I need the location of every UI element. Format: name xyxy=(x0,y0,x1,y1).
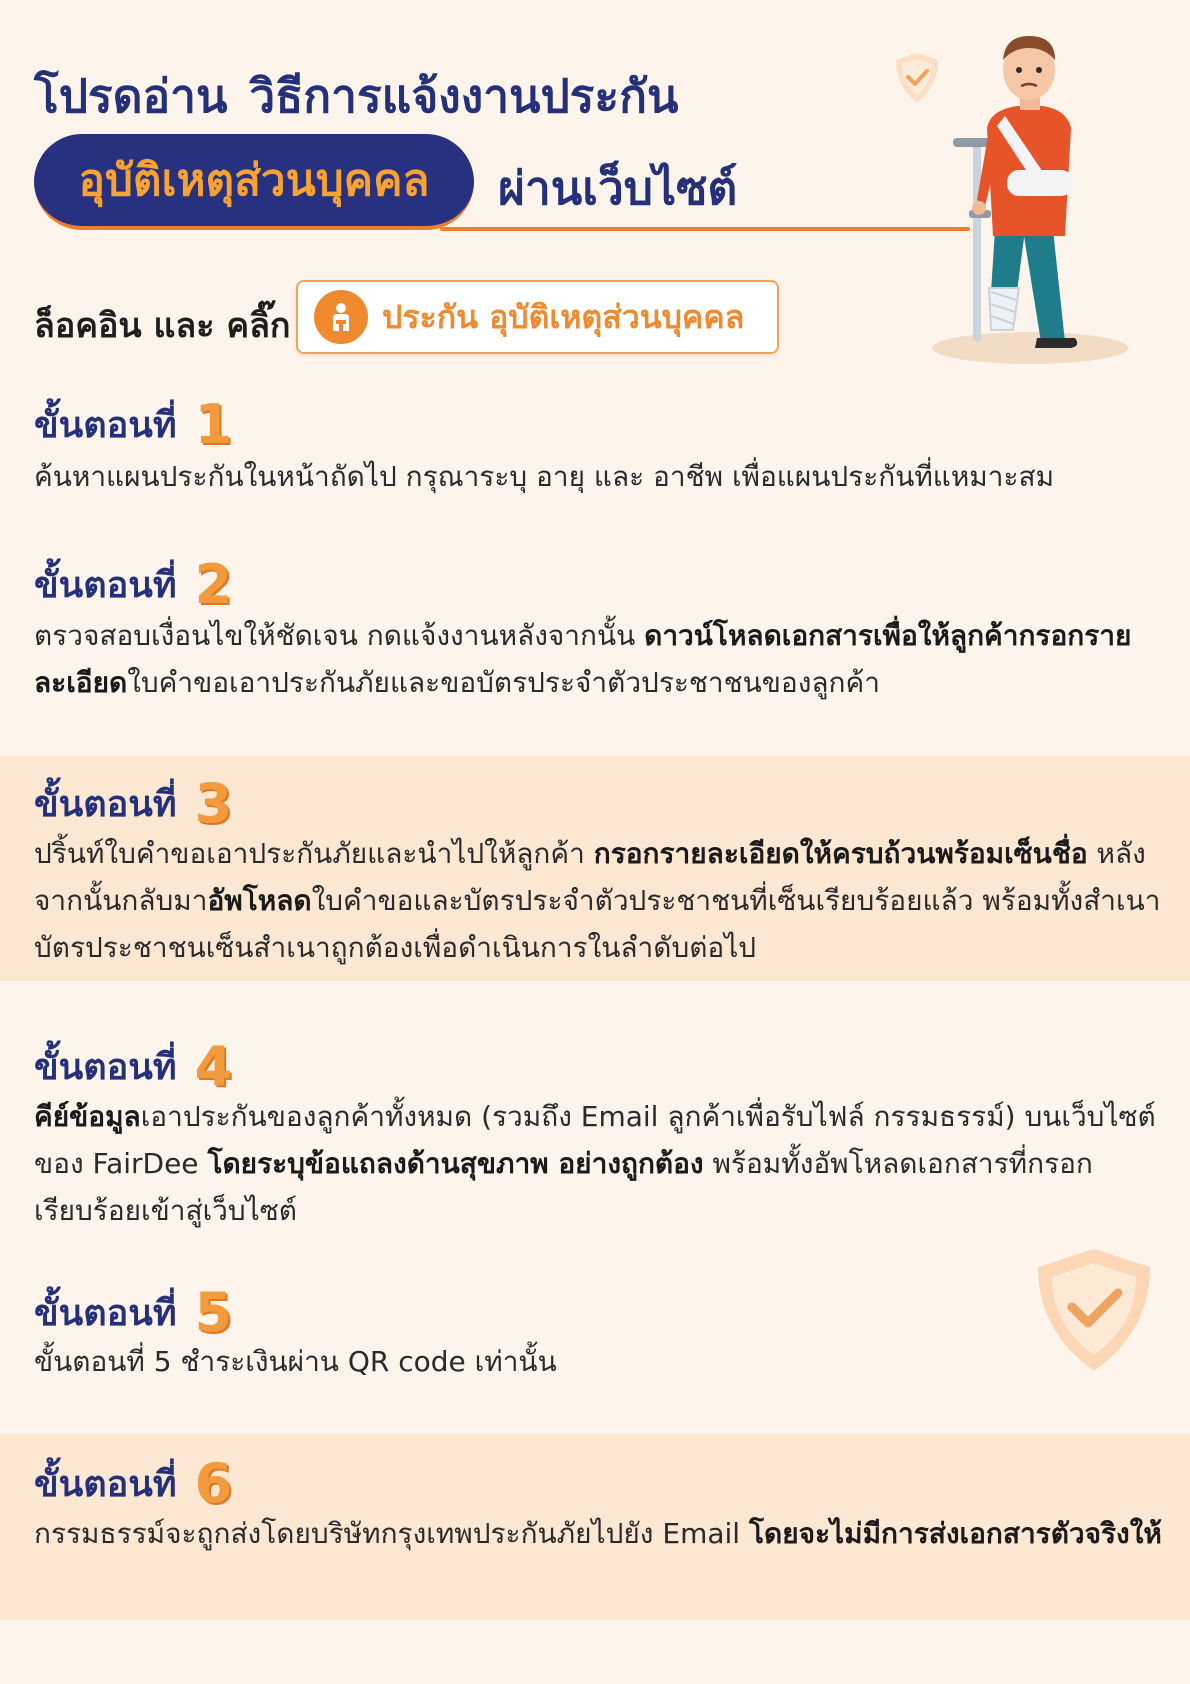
title-website-label: ผ่านเว็บไซต์ xyxy=(498,161,738,215)
step-5-title xyxy=(34,1280,233,1344)
injured-person-icon xyxy=(314,290,368,344)
step-1-prefix: ขั้นตอนที่ xyxy=(34,405,177,446)
shield-check-icon xyxy=(1032,1245,1156,1375)
step-5-text xyxy=(34,1338,1164,1385)
step-6-text-bold: โดยจะไม่มีการส่งเอกสารตัวจริงให้ xyxy=(748,1517,1162,1550)
step-6-text xyxy=(34,1510,1164,1557)
insurance-button-label: ประกัน อุบัติเหตุส่วนบุคคล xyxy=(382,297,745,336)
page-title xyxy=(34,60,678,133)
title-method-label: วิธีการแจ้งงานประกัน xyxy=(249,69,679,123)
step-3-text xyxy=(34,830,1164,971)
step-6-text-part: กรรมธรรม์จะถูกส่งโดยบริษัทกรุงเทพประกันภัยไปยัง Email xyxy=(34,1517,749,1550)
step-5-prefix: ขั้นตอนที่ xyxy=(34,1293,177,1334)
step-2-text-part: ใบคำขอเอาประกันภัยและขอบัตรประจำตัวประชาชนของลูกค้า xyxy=(127,666,880,699)
step-3-prefix: ขั้นตอนที่ xyxy=(34,784,177,825)
step-4-text-bold: คีย์ข้อมูล xyxy=(34,1100,141,1133)
injured-man-on-crutch-icon xyxy=(925,30,1135,370)
step-2-text xyxy=(34,612,1164,706)
step-4-title xyxy=(34,1034,233,1098)
title-underline xyxy=(440,227,970,231)
step-4-number: 4 xyxy=(194,1034,233,1098)
step-2-prefix: ขั้นตอนที่ xyxy=(34,565,177,606)
step-4-text-part: พร้อมทั้งอัพโหลดเอกสารที่กรอกเรียบร้อยเข้าสู่เว็บไซต์ xyxy=(34,1147,1093,1227)
step-1-title xyxy=(34,392,233,456)
category-pill-label: อุบัติเหตุส่วนบุคคล xyxy=(78,155,430,206)
step-5-text-part: ขั้นตอนที่ 5 ชำระเงินผ่าน QR code เท่านั้น xyxy=(34,1345,557,1378)
step-4-prefix: ขั้นตอนที่ xyxy=(34,1047,177,1088)
step-3-title xyxy=(34,771,233,835)
step-2-text-part: ตรวจสอบเงื่อนไขให้ชัดเจน กดแจ้งงานหลังจากนั้น xyxy=(34,619,645,652)
step-4-text-part: เอาประกันของลูกค้าทั้งหมด (รวมถึง Email ลูกค้าเพื่อรับไฟล์ กรรมธรรม์) บนเว็บไซต์ของ FairDee xyxy=(34,1100,1156,1180)
step-3-text-part: ปริ้นท์ใบคำขอเอาประกันภัยและนำไปให้ลูกค้า xyxy=(34,837,594,870)
step-3-text-part: ใบคำขอและบัตรประจำตัวประชาชนที่เซ็นเรียบร้อยแล้ว พร้อมทั้งสำเนาบัตรประชาชนเซ็นสำเนาถูกต้องเพื่อดำเนินการในลำดับต่อไป xyxy=(34,884,1161,964)
step-2-text-bold: ดาวน์โหลดเอกสารเพื่อให้ลูกค้ากรอกรายละเอียด xyxy=(34,619,1132,699)
step-5-number: 5 xyxy=(194,1280,233,1344)
step-6-title xyxy=(34,1451,233,1515)
step-4-text-bold: โดยระบุข้อแถลงด้านสุขภาพ อย่างถูกต้อง xyxy=(207,1147,704,1180)
step-3-text-bold: กรอกรายละเอียดให้ครบถ้วนพร้อมเซ็นชื่อ xyxy=(593,837,1088,870)
step-4-text xyxy=(34,1093,1164,1234)
step-3-number: 3 xyxy=(194,771,233,835)
title-read-label: โปรดอ่าน xyxy=(34,69,228,123)
step-3-text-part: หลังจากนั้นกลับมา xyxy=(34,837,1146,917)
step-2-number: 2 xyxy=(194,552,233,616)
step-6-prefix: ขั้นตอนที่ xyxy=(34,1464,177,1505)
step-1-text xyxy=(34,453,1164,500)
step-3-text-bold: อัพโหลด xyxy=(207,884,312,917)
login-instruction: ล็อคอิน และ คลิ๊ก xyxy=(34,306,291,346)
step-2-title xyxy=(34,552,233,616)
step-1-text-part: ค้นหาแผนประกันในหน้าถัดไป กรุณาระบุ อายุ และ อาชีพ เพื่อแผนประกันที่แหมาะสม xyxy=(34,460,1055,493)
step-6-number: 6 xyxy=(194,1451,233,1515)
step-1-number: 1 xyxy=(194,392,233,456)
personal-accident-insurance-button[interactable] xyxy=(296,280,779,354)
category-pill xyxy=(34,134,474,230)
